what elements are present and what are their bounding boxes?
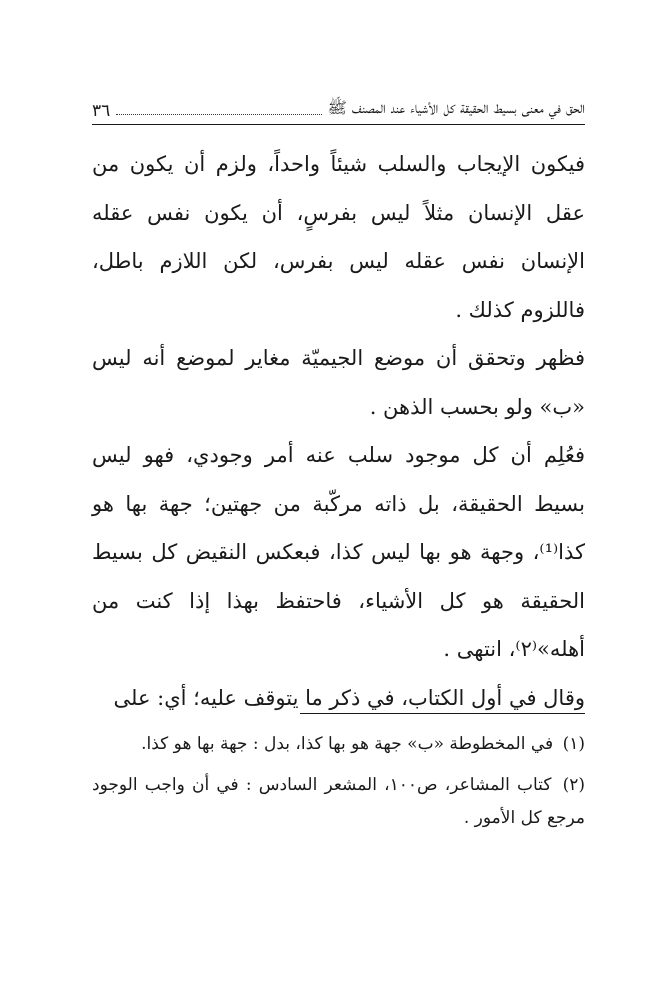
paragraph-2: فظهر وتحقق أن موضع الجيميّة مغاير لموضع أنه ليس «ب» ولو بحسب الذهن . [92,346,585,419]
footnote-text: كتاب المشاعر، ص١٠٠، المشعر السادس : في أن واجب الوجود مرجع كل الأمور . [92,775,585,828]
main-text [92,140,585,722]
paragraph-1: فيكون الإيجاب والسلب شيئاً واحداً، ولزم أن يكون من عقل الإنسان مثلاً ليس بفرسٍ، أن يكون نفس عقله الإنسان نفس عقله ليس بفرس، لكن اللازم باطل، فاللزوم كذلك . [92,152,585,322]
footnote-text: في المخطوطة «ب» جهة هو بها كذا، بدل : جهة بها هو كذا. [141,734,554,754]
footnote-separator [300,713,585,714]
running-header [92,94,585,125]
page-number: ٣٦ [92,101,111,121]
footnotes [92,728,585,843]
header-dotted-leader [116,114,321,115]
header-title: الحق في معنى بسيط الحقيقة كل الأشياء عند المصنف ﷺ [327,98,585,117]
footnote-number: (٢) [562,775,586,795]
footnote-1 [92,728,585,761]
footnote-2 [92,769,585,835]
paragraph-3: فعُلِم أن كل موجود سلب عنه أمر وجودي، فهو ليس بسيط الحقيقة، بل ذاته مركّبة من جهتين؛ جهة بها هو كذا⁽¹⁾، وجهة هو بها ليس كذا، فبعكس النقيض كل بسيط الحقيقة هو كل الأشياء، فاحتفظ بهذا إذا كنت من أهله»⁽٢⁾، انتهى . [92,443,585,661]
paragraph-4: وقال في أول الكتاب، في ذكر ما يتوقف عليه؛ أي: على [113,685,585,710]
footnote-number: (١) [562,734,585,754]
